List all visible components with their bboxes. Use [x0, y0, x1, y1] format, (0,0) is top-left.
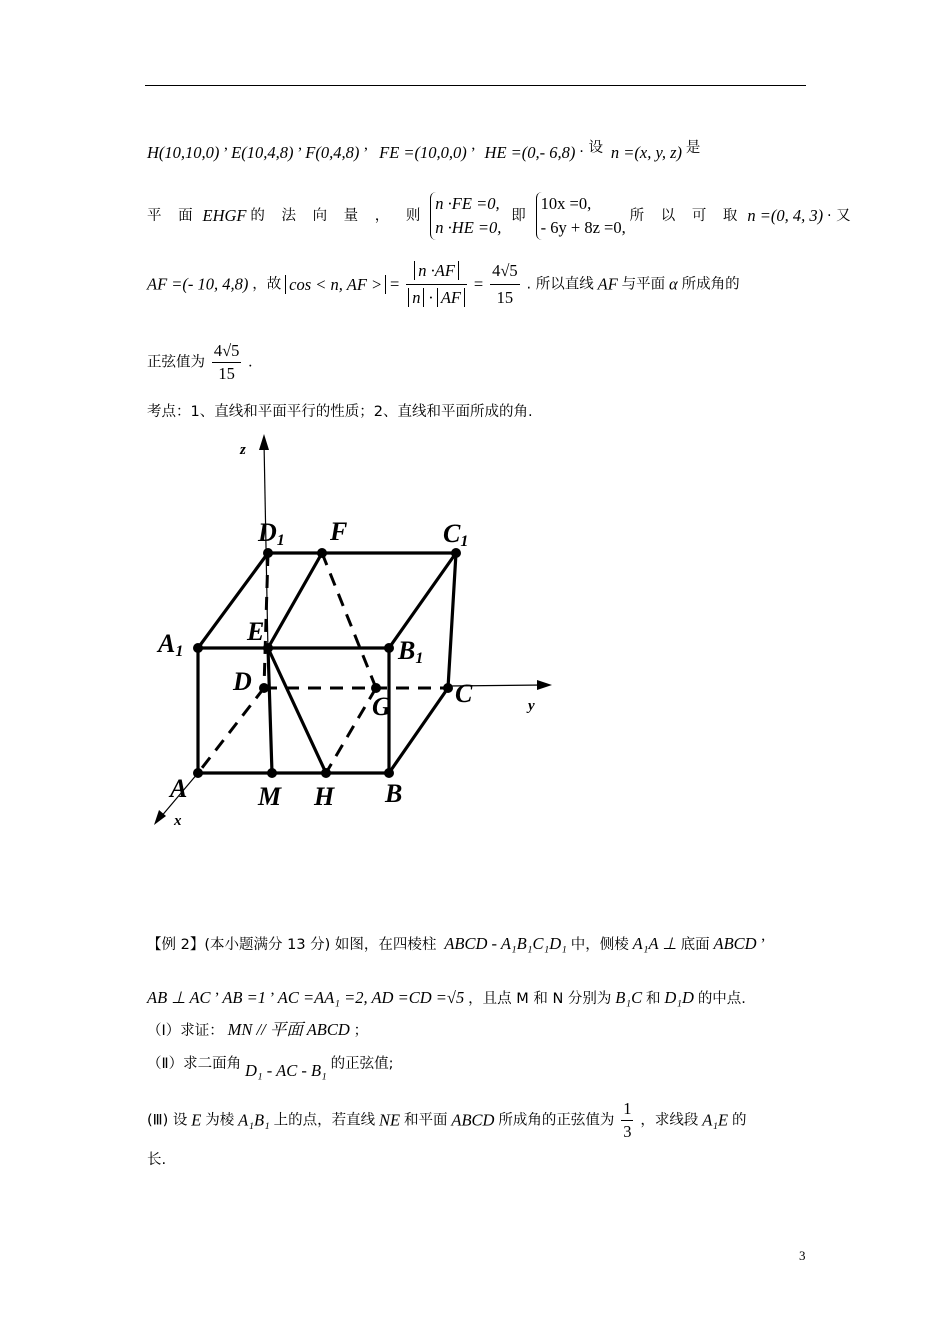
q2-expr: D₁ - AC - B₁	[245, 1061, 327, 1080]
eq-10x: 10x =0,	[540, 194, 592, 213]
label-d1: D1	[258, 518, 285, 549]
comma: ’	[760, 936, 766, 953]
point-a	[193, 768, 203, 778]
normal-def: n =(x, y, z)	[610, 143, 683, 162]
example2-q3	[147, 1098, 747, 1143]
q3-d: 和平面	[404, 1112, 448, 1129]
point-b	[384, 768, 394, 778]
q1-end: ；	[353, 1023, 369, 1039]
label-e: E	[247, 617, 265, 646]
example2-q3-tail: 长.	[147, 1152, 167, 1168]
coord-f: F(0,4,8)	[305, 143, 360, 162]
period: .	[248, 353, 253, 371]
eq-n-he: n ·HE =0,	[435, 218, 502, 237]
example2-cond2: AB =1	[222, 988, 267, 1007]
q3-e: E	[191, 1110, 202, 1130]
label-a: A	[170, 774, 188, 803]
edge-bc	[389, 688, 448, 773]
point-d	[259, 683, 269, 693]
example2-text-end: 的中点.	[697, 991, 746, 1007]
y-arrow-icon	[537, 680, 552, 690]
text-tail3: 所成角的	[681, 276, 740, 293]
edge-c1c	[448, 553, 456, 688]
eq-n-fe: n ·FE =0,	[435, 194, 500, 213]
text-shi: 是	[685, 140, 701, 156]
result-den: 15	[496, 288, 514, 307]
sep: ’	[297, 145, 302, 162]
example2-text-mid: ，且点 M 和 N 分别为	[468, 991, 612, 1007]
segment-fg	[322, 553, 376, 688]
label-c1: C1	[443, 519, 469, 550]
line-af: AF	[597, 274, 618, 294]
q3-edge: A₁B₁	[238, 1110, 270, 1130]
q3-h: 的	[732, 1112, 747, 1129]
sep: ’	[223, 145, 228, 162]
q3-a: (Ⅲ) 设	[147, 1112, 188, 1129]
vector-he: HE =(0,- 6,8)	[484, 143, 576, 162]
point-d1	[263, 548, 273, 558]
text-you: · 又	[826, 208, 851, 224]
segment-eh	[268, 648, 326, 773]
example2-q1	[147, 1020, 368, 1041]
label-x-axis: x	[174, 813, 182, 829]
q3-fraction	[621, 1098, 633, 1143]
example2-line-2	[147, 988, 746, 1009]
sine-num: 4√5	[212, 340, 242, 363]
text-tail2: 与平面	[621, 276, 666, 293]
text-pingmian: 平 面	[147, 208, 199, 224]
example2-head: 【例 2】(本小题满分 13 分) 如图，在四棱柱	[147, 937, 437, 953]
segment-em	[268, 648, 272, 773]
example2-prism: ABCD - A₁B₁C₁D₁	[444, 934, 567, 953]
label-a1: A1	[158, 629, 184, 660]
plane-ehgf: EHGF	[202, 206, 247, 225]
point-h	[321, 768, 331, 778]
point-a1	[193, 643, 203, 653]
equals: =	[390, 274, 400, 294]
result-num: 4√5	[490, 258, 520, 285]
point-f	[317, 548, 327, 558]
q3-ne: NE	[379, 1110, 401, 1130]
axes	[154, 434, 552, 825]
example2-text-base: 底面	[680, 937, 710, 953]
cos-fraction: $\frac{n \cdot AF}{n \cdot AF}$	[406, 258, 467, 311]
label-b: B	[385, 779, 403, 808]
sine-den: 15	[218, 364, 235, 383]
point-m	[267, 768, 277, 778]
label-z-axis: z	[240, 442, 246, 458]
comma: ’	[269, 990, 274, 1007]
q1-expr: MN // 平面	[227, 1020, 303, 1039]
text-tail: . 所以直线	[526, 276, 594, 293]
q3-f: 所成角的正弦值为	[498, 1112, 615, 1129]
label-h: H	[314, 782, 335, 811]
example2-line-1	[147, 934, 766, 955]
example2-base: ABCD	[713, 934, 757, 953]
q2-label: （Ⅱ）求二面角	[147, 1056, 242, 1072]
sep: ’	[470, 145, 475, 162]
text-suoyi: 所 以 可 取	[629, 208, 744, 224]
frac-num: n ·AF	[414, 261, 459, 280]
text-she: . 设	[579, 140, 603, 156]
label-f: F	[330, 517, 348, 546]
example2-q2	[147, 1054, 394, 1081]
q3-base: ABCD	[451, 1110, 495, 1130]
segment-gh	[326, 688, 376, 773]
text-gu: ，故	[252, 276, 282, 293]
equals: =	[473, 274, 484, 294]
edge-da	[198, 688, 264, 773]
example2-text-zhong: 中，侧棱	[570, 937, 629, 953]
example2-b1c: B₁C	[615, 988, 643, 1007]
comma: ’	[214, 990, 219, 1007]
q2-end: 的正弦值;	[330, 1056, 394, 1072]
segment-fe	[268, 553, 322, 648]
sep: ’	[363, 145, 368, 162]
q1-label: （Ⅰ）求证：	[147, 1023, 224, 1039]
label-d: D	[233, 667, 252, 696]
normal-value: n =(0, 4, 3)	[747, 206, 824, 225]
q3-den: 3	[623, 1122, 632, 1141]
label-m: M	[258, 782, 282, 811]
coord-e: E(10,4,8)	[231, 143, 294, 162]
example2-cond3: AC =AA₁ =2, AD =CD =√5	[277, 988, 465, 1007]
q3-num: 1	[621, 1098, 633, 1121]
vector-af: AF =(- 10, 4,8)	[147, 274, 249, 294]
q3-g: ，求线段	[640, 1112, 699, 1129]
text-ji: 即	[511, 208, 526, 224]
alpha: α	[669, 274, 678, 294]
q3-seg: A₁E	[702, 1110, 729, 1130]
edge-c1b1	[389, 553, 456, 648]
label-b1: B1	[398, 636, 424, 667]
z-arrow-icon	[259, 434, 269, 450]
frac-den-af: AF	[437, 288, 465, 307]
example2-cond1: AB ⊥ AC	[147, 988, 211, 1007]
example2-text-he: 和	[645, 991, 661, 1007]
page-number: 3	[799, 1248, 806, 1263]
kaodian: 考点：1、直线和平面平行的性质；2、直线和平面所成的角.	[147, 404, 533, 420]
cos-expr: cos < n, AF >	[285, 275, 386, 294]
example2-edge: A₁A ⊥	[632, 934, 677, 953]
point-c	[443, 683, 453, 693]
text-normal: 的 法 向 量 ， 则	[250, 208, 427, 224]
example2-d1d: D₁D	[664, 988, 694, 1007]
point-e	[263, 643, 273, 653]
label-y-axis: y	[528, 698, 535, 714]
text-sine: 正弦值为	[147, 354, 205, 371]
label-g: G	[372, 692, 391, 721]
eq-6y8z: - 6y + 8z =0,	[540, 218, 626, 237]
frac-den-n: n	[408, 288, 424, 307]
q1-base: ABCD	[306, 1020, 350, 1039]
label-c: C	[455, 679, 473, 708]
q3-c: 上的点，若直线	[273, 1112, 376, 1129]
q3-b: 为棱	[205, 1112, 235, 1129]
vector-fe: FE =(10,0,0)	[379, 143, 467, 162]
coord-h: H(10,10,0)	[147, 143, 220, 162]
point-b1	[384, 643, 394, 653]
